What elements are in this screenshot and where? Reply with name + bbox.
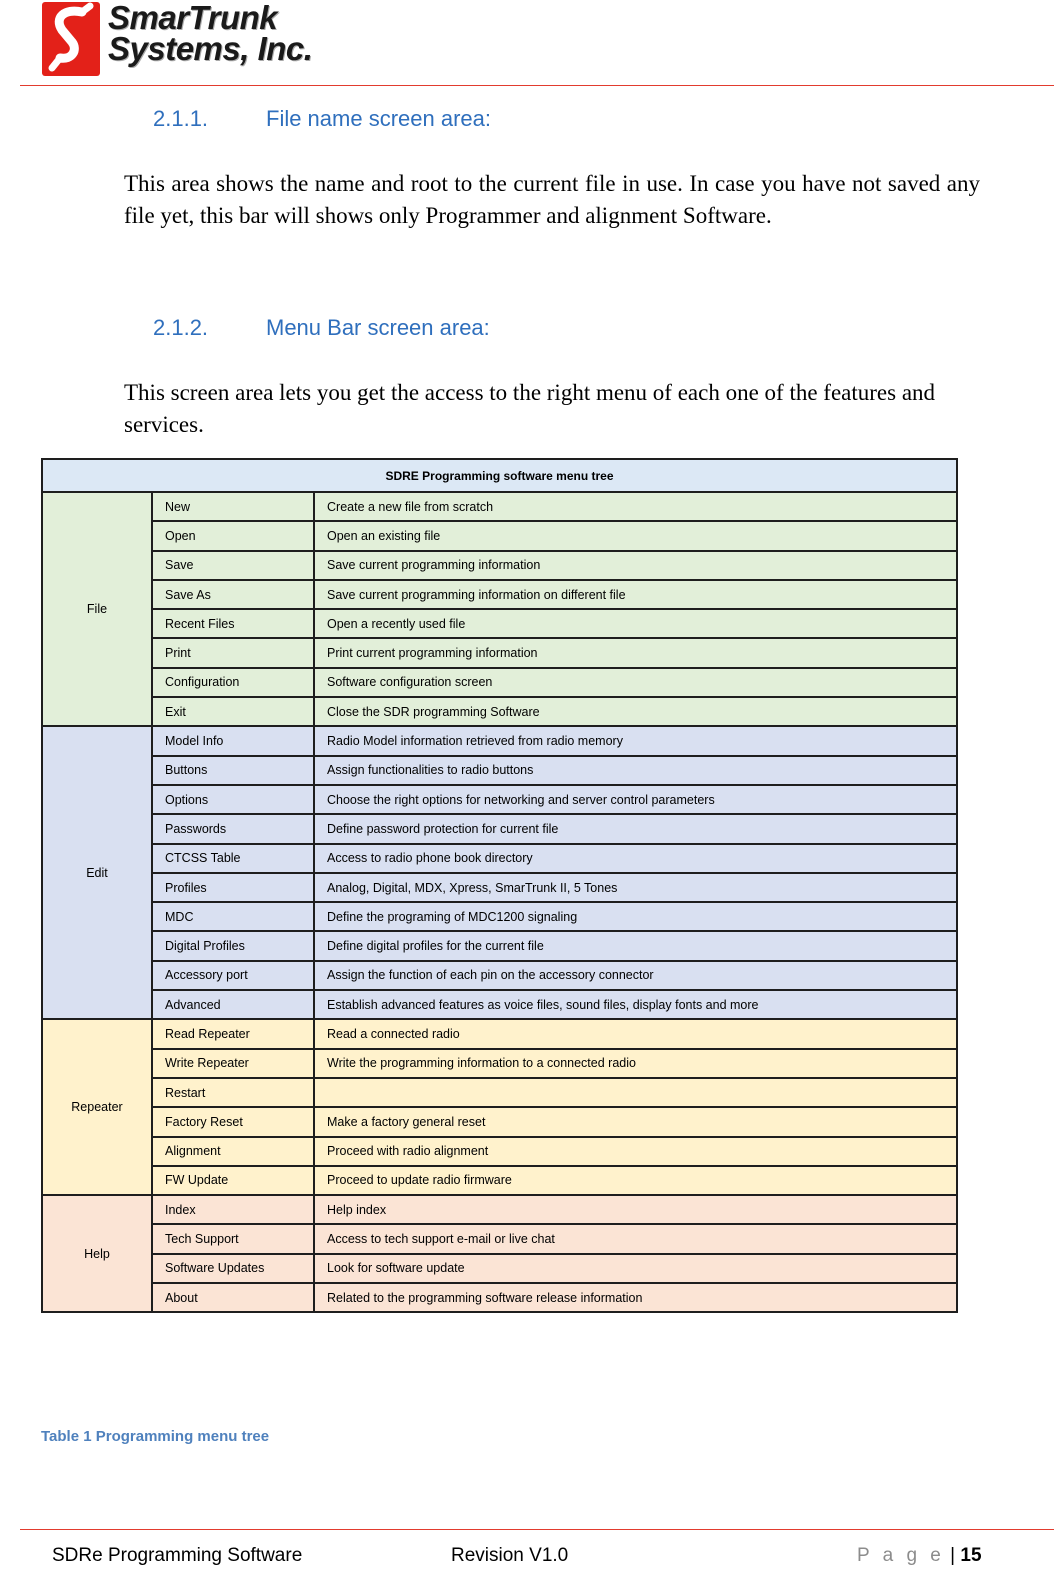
table-row [42,697,957,726]
menu-category-file: File [42,492,152,726]
menu-item-description: Access to radio phone book directory [314,844,957,873]
menu-category-help: Help [42,1195,152,1312]
page-label: P a g e [857,1545,945,1566]
menu-item-description: Related to the programming software release information [314,1283,957,1312]
table-row [42,814,957,843]
menu-item-description: Define the programing of MDC1200 signaling [314,902,957,931]
table-row [42,902,957,931]
menu-item-description: Choose the right options for networking and server control parameters [314,785,957,814]
smartrunk-s-logo-icon [42,2,100,76]
table-row [42,1107,957,1136]
menu-item-description: Proceed to update radio firmware [314,1166,957,1195]
menu-item: Profiles [152,873,314,902]
section-number: 2.1.1. [153,106,209,131]
menu-item-description: Read a connected radio [314,1019,957,1048]
menu-item-description: Access to tech support e-mail or live chat [314,1224,957,1253]
menu-item: Save As [152,580,314,609]
page-number: 15 [960,1545,982,1566]
menu-item: MDC [152,902,314,931]
table-row [42,551,957,580]
table-row [42,1254,957,1283]
section-body-2-1-2: This screen area lets you get the access to the right menu of each one of the features and services. [124,380,936,437]
menu-item: Model Info [152,726,314,755]
table-row [42,1019,957,1048]
menu-item-description: Make a factory general reset [314,1107,957,1136]
footer-revision: Revision V1.0 [451,1545,569,1566]
menu-item: Passwords [152,814,314,843]
section-title: Menu Bar screen area: [266,315,490,340]
menu-item-description: Help index [314,1195,957,1224]
menu-item: Accessory port [152,961,314,990]
table-row [42,492,957,521]
menu-item: Factory Reset [152,1107,314,1136]
menu-item: Open [152,521,314,550]
menu-item-description: Open a recently used file [314,609,957,638]
table-row [42,756,957,785]
menu-item-description: Create a new file from scratch [314,492,957,521]
section-body-2-1-1: This area shows the name and root to the current file in use. In case you have not saved any file yet, this bar will shows only Programmer and alignment Software. [124,171,980,228]
menu-item: FW Update [152,1166,314,1195]
logo-wordmark [108,0,313,67]
menu-item-description: Define digital profiles for the current file [314,931,957,960]
menu-item: Digital Profiles [152,931,314,960]
menu-item: Tech Support [152,1224,314,1253]
table-row [42,1078,957,1107]
menu-item: About [152,1283,314,1312]
menu-item: Configuration [152,668,314,697]
page-separator: | [950,1545,956,1566]
table-row [42,873,957,902]
table-row [42,609,957,638]
table-row [42,521,957,550]
menu-item: Options [152,785,314,814]
menu-item: Write Repeater [152,1049,314,1078]
company-logo [42,2,342,78]
table-row [42,1049,957,1078]
menu-item: Software Updates [152,1254,314,1283]
menu-item-description: Software configuration screen [314,668,957,697]
menu-item: Exit [152,697,314,726]
menu-item-description: Establish advanced features as voice files, sound files, display fonts and more [314,990,957,1019]
table-header: SDRE Programming software menu tree [42,459,957,492]
header-divider [20,85,1054,86]
section-number: 2.1.2. [153,315,209,340]
menu-item: Alignment [152,1137,314,1166]
table-row [42,1224,957,1253]
menu-item-description: Save current programming information on different file [314,580,957,609]
footer-page [857,1545,982,1567]
table-row [42,931,957,960]
menu-item-description: Close the SDR programming Software [314,697,957,726]
menu-item-description [314,1078,957,1107]
menu-item-description: Proceed with radio alignment [314,1137,957,1166]
table-row [42,1283,957,1312]
section-heading-2-1-1 [153,106,491,132]
menu-item: Restart [152,1078,314,1107]
menu-item: Advanced [152,990,314,1019]
menu-item: Print [152,638,314,667]
menu-category-repeater: Repeater [42,1019,152,1195]
menu-item: New [152,492,314,521]
menu-item-description: Assign the function of each pin on the accessory connector [314,961,957,990]
table-row [42,785,957,814]
menu-item: Buttons [152,756,314,785]
menu-item: Index [152,1195,314,1224]
menu-item-description: Analog, Digital, MDX, Xpress, SmarTrunk II, 5 Tones [314,873,957,902]
table-row [42,961,957,990]
menu-tree-table [41,458,958,1313]
table-row [42,1166,957,1195]
menu-item: CTCSS Table [152,844,314,873]
table-row [42,1137,957,1166]
menu-item: Recent Files [152,609,314,638]
logo-line-2: Systems, Inc. [108,30,313,67]
table-row [42,990,957,1019]
menu-item-description: Open an existing file [314,521,957,550]
table-caption: Table 1 Programming menu tree [41,1428,270,1445]
menu-item-description: Save current programming information [314,551,957,580]
section-heading-2-1-2 [153,315,490,341]
menu-item-description: Write the programming information to a connected radio [314,1049,957,1078]
table-row [42,580,957,609]
table-row [42,638,957,667]
table-row [42,1195,957,1224]
menu-item-description: Look for software update [314,1254,957,1283]
table-row [42,844,957,873]
menu-item-description: Print current programming information [314,638,957,667]
menu-category-edit: Edit [42,726,152,1019]
menu-item: Read Repeater [152,1019,314,1048]
section-title: File name screen area: [266,106,491,131]
table-body [42,492,957,1312]
table-row [42,668,957,697]
menu-item-description: Radio Model information retrieved from radio memory [314,726,957,755]
footer-divider [20,1529,1054,1530]
logo-line-1: SmarTrunk [108,0,278,36]
menu-item-description: Define password protection for current file [314,814,957,843]
footer-document-title: SDRe Programming Software [52,1545,303,1566]
table-row [42,726,957,755]
menu-item-description: Assign functionalities to radio buttons [314,756,957,785]
menu-item: Save [152,551,314,580]
